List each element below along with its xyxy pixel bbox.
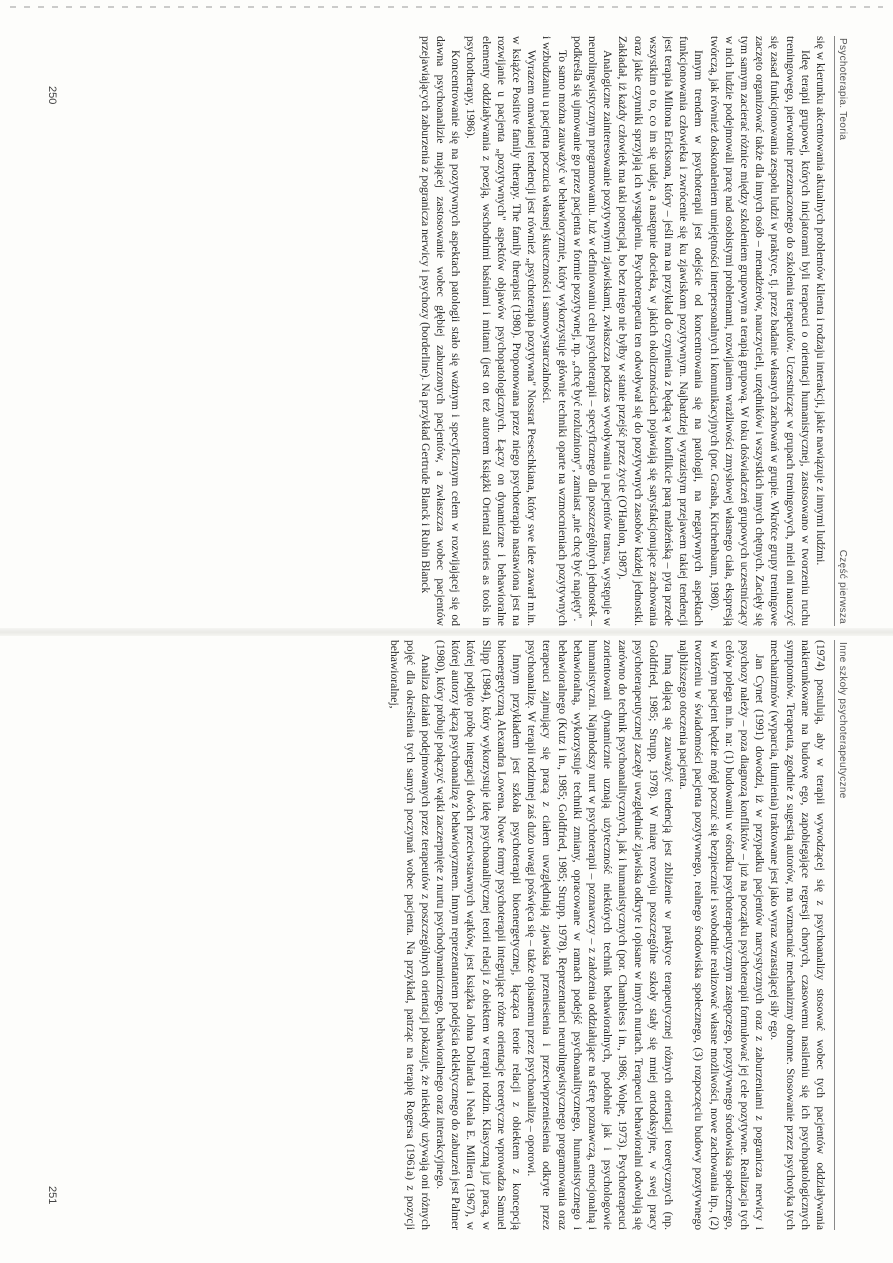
paragraph: Koncentrowanie się na pozytywnych aspektach patologii stało się ważnym i specyficznym celem w rozwijającej się od dawna psychoanalizie mającej zastosowanie wobec głębiej zaburzonych pacjentów, a zwłaszcza wobec pacjentów przejawiających zaburzenia z pogranicza nerwicy i psychozy (borderline). Na przykład Gertrude Blanck i Rubin Blanck: [418, 36, 463, 626]
running-head-left: Psychoterapia. Teoria: [837, 38, 848, 141]
running-head: [834, 36, 848, 626]
book-gutter: [0, 628, 893, 636]
paragraph: Analiza działań podejmowanych przez terapeutów z poszczególnych orientacji pokazuje, że niekiedy używają oni różnych pojęć dla określenia tych samych poczynań wobec pacjenta. Na przykład, patrząc na terapię Rogersa (1961a) z pozycji behawioralnej,: [388, 640, 432, 1230]
running-head-right: Część pierwsza: [837, 549, 848, 624]
right-page: [88, 640, 848, 1230]
paragraph: Innym przykładem jest szkoła psychoterapii bioenergetycznej, łącząca teorie relacji z obiektem z koncepcją bioenergetyczną Alexandra Lowena. Nowe formy psychoterapii integrujące różne orientacje teoretyczne wprowadza Samuel Slipp (1984), który wykorzystuje ideę psychoanalitycznej teorii relacji z obiektem w terapii rodzin. Klasyczną już pracą, w której podjęto próbę integracji dwóch przeciwstawnych wątków, jest książka Johna Dollarda i Neala E. Millera (1967), w której autorzy łączą psychoanalizę z behawioryzmem. Innym reprezentantem podejścia eklektycznego do zaburzeń jest Palmer (1980), który próbuje połączyć wątki zaczerpnięte z nurtu psychodynamicznego, behawioralnego oraz interakcyjnego.: [433, 640, 523, 1230]
paragraph: Wyrazem omawianej tendencji jest również „psychoterapia pozytywna" Nossrat Peseschkiana, który swe idee zawarł m.in. w książce Positive family therapy. The family therapist (1980). Proponowana przez niego psychoterapia nastawiona jest na rozwijanie u pacjenta „pozytywnych" aspektów objawów psychopatologicznych. Łączy on dynamiczne i behawioralne elementy oddziaływania z poezją, wschodnimi baśniami i mitami (jest on też autorem książki Oriental stories as tools in psychotherapy, 1986).: [464, 36, 539, 626]
right-page-body: [387, 640, 828, 1230]
page-number-left: 250: [46, 86, 58, 105]
left-page-body: [418, 36, 828, 626]
paragraph: Analogiczne zainteresowanie pozytywnymi zjawiskami, zwłaszcza podczas wywoływania u pacjentów transu, występuje w neurolingwistycznym programowaniu. Już w definiowaniu celu psychoterapii – specyficznego dla poszczególnych jednostek – podkreśla się ujmowanie go przez pacjenta w formie pozytywnej, np. „chcę być rozluźniony", zamiast „nie chcę być napięty".: [570, 36, 615, 626]
paragraph: Innym trendem w psychoterapii jest odejście od koncentrowania się na patologii, na negatywnych aspektach funkcjonowania człowieka i zwrócenie się ku zjawiskom pozytywnym. Najbardziej wyrazistym przejawem takiej tendencji jest terapia Miltona Ericksona, który – jeśli ma na przykład do czynienia z będącą w konflikcie parą małżeńską – pyta przede wszystkim o to, co im się udaje, a następnie docieka, w jakich okolicznościach pojawiają się satysfakcjonujące zachowania oraz jakie czynniki sprzyjają ich wystąpieniu. Psychoterapeuta ten odwoływał się do pozytywnych zasobów każdej jednostki. Zakładał, iż każdy człowiek ma taki potencjał, bo bez niego nie byłby w stanie przejść przez życie (O'Hanlon, 1987).: [616, 36, 706, 626]
running-head: [834, 640, 848, 1230]
page-number-right: 251: [46, 1186, 58, 1205]
paragraph: Inną dającą się zauważyć tendencją jest zbliżenie w praktyce terapeutycznej różnych orientacji teoretycznych (np. Goldfried, 1985; Strupp, 1978). W miarę rozwoju poszczególne szkoły stały się mniej ortodoksyjne, w swej pracy psychoterapeutycznej zaczęły uwzględniać zjawiska odkryte i opisane w innych nurtach. Terapeuci behawioralni odwołują się zarówno do technik psychoanalitycznych, jak i humanistycznych (por. Chambless i in., 1986; Wolpe, 1973). Psychoterapeuci zorientowani dynamicznie uznają użyteczność niektórych technik behawioralnych, podobnie jak i psychologowie humanistyczni. Najmłodszy nurt w psychoterapii – poznawczy – z założenia oddziałujące na sferę poznawczą, emocjonalną i behawioralną, wykorzystuje techniki zmiany, opracowane w ramach podejść psychoanalitycznego, humanistycznego i behawioralnego (Kutz i in., 1985; Goldfried, 1985; Strupp, 1978). Reprezentanci neurolingwistycznego programowania oraz terapeuci zajmujący się pracą z ciałem uwzględniają zjawiska przeniesienia i przeciwprzeniesienia odkryte przez psychoanalizę. W terapii rodzinnej zaś dużo uwagi poświęca się – także opisanemu przez psychoanalizę – oporowi.: [525, 640, 675, 1230]
paragraph: się w kierunku akcentowania aktualnych problemów klienta i rodzaju interakcji, jakie nawiązuje z innymi ludźmi.: [814, 36, 827, 566]
paragraph: (1974) postulują, aby w terapii wywodzącej się z psychoanalizy stosować wobec tych pacjentów oddziaływania nakierunkowane na budowę ego, zapobiegające regresji chorych, czasowemu nasileniu się ich psychopatologicznych symptomów. Terapeuta, zgodnie z sugestią autorów, ma wzmacniać mechanizmy obronne. Stosowanie przez psychotyka tych mechanizmów (wyparcia, tłumienia) traktowane jest jako wyraz wzrastającej siły ego.: [768, 640, 827, 1230]
paragraph: To samo można zauważyć w behawioryzmie, który wykorzystuje głównie techniki oparte na wzmocnieniach pozytywnych i wzbudzaniu u pacjenta poczucia własnej skuteczności i samowystarczalności.: [540, 36, 569, 626]
paragraph: Ideę terapii grupowej, których inicjatorami byli terapeuci o orientacji humanistycznej, zastosowano w tworzeniu ruchu treningowego, pierwotnie przeznaczonego do szkolenia terapeutów. Uczestnicząc w grupach treningowych, mieli oni nauczyć się zasad funkcjonowania zespołu ludzi w praktyce, tj. przez badanie własnych zachowań w grupie. Wkrótce grupy treningowe zaczęto organizować także dla innych osób – menadżerów, nauczycieli, urzędników i wszystkich innych chętnych. Zacięły się tym samym zacierać różnice między szkoleniem grupowym a terapią grupową. W toku doświadczeń grupowych uczestniczący w nich ludzie podejmowali pracę nad osobistymi problemami, rozwijaniem wrażliwości zmysłowej własnego ciała, ekspresją twórczą, jak również doskonaleniem umiejętności interpersonalnych i komunikacyjnych (por. Grasha, Kirchenbaum, 1980).: [707, 36, 812, 626]
left-page: [88, 36, 848, 626]
scan-edge: [10, 6, 883, 8]
paragraph: Jan Cynet (1991) dowodzi, iż w przypadku pacjentów narcystycznych oraz z zaburzeniami z pogranicza nerwicy i psychozy należy – poza diagnozą konfliktów – już na początku psychoterapii formułować jej cele pozytywne. Realizacja tych celów polega m.in. na: (1) budowaniu w ośrodku psychoterapeutycznym zastępczego, pozytywnego środowiska społecznego, w którym pacjent będzie mógł poczuć się bezpiecznie i swobodnie realizować własne możliwości, nowe zachowania itp., (2) tworzeniu w świadomości pacjenta pozytywnego, realnego środowiska społecznego, (3) rozpoczęciu budowy pozytywnego najbliższego otoczenia pacjenta.: [677, 640, 767, 1230]
running-head-left: Inne szkoły psychoterapeutyczne: [837, 642, 848, 799]
